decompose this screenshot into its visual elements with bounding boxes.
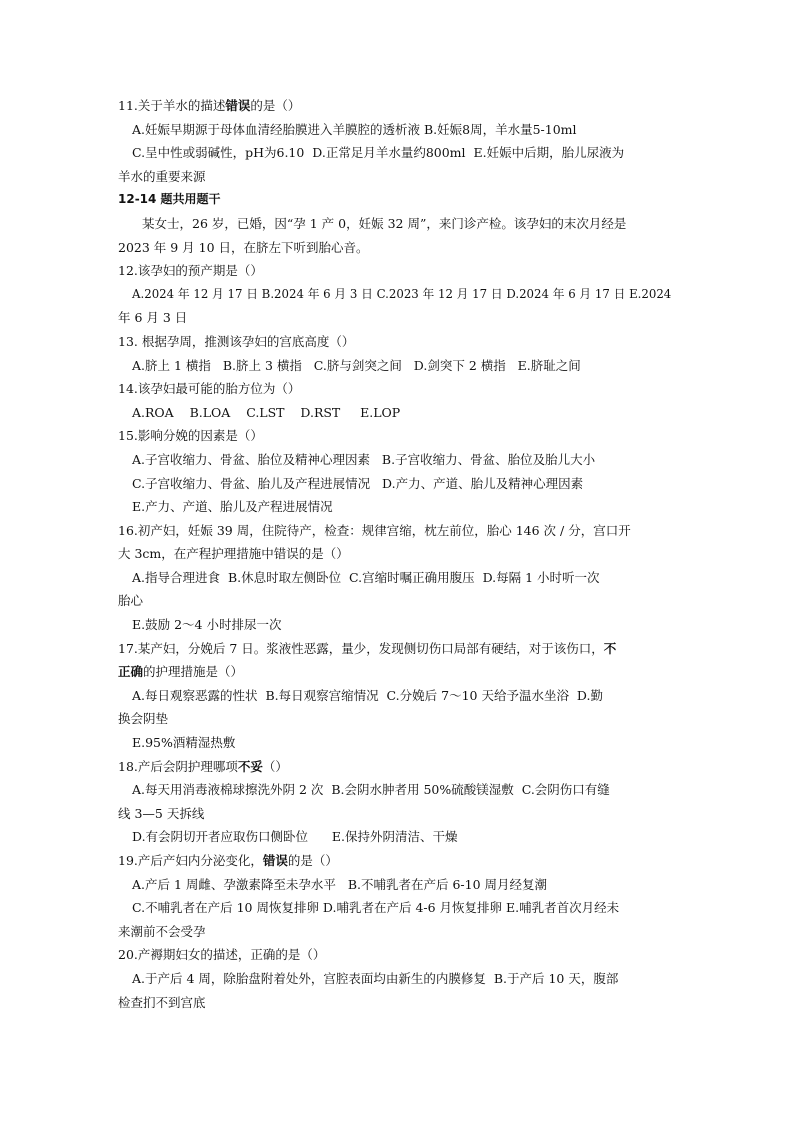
emphasis-text: 不 [603, 640, 617, 656]
emphasis-text: 错误 [262, 853, 288, 868]
exam-page [118, 94, 678, 1014]
question-17-options-3: E.95%酒精湿热敷 [132, 735, 236, 751]
question-17-stem-1 [118, 637, 678, 661]
question-18-options-1: A.每天用消毒液棉球擦洗外阴 2 次 B.会阴水肿者用 50%硫酸镁湿敷 C.会阴伤口有缝 [132, 782, 610, 798]
emphasis-text: 错误 [225, 98, 251, 113]
question-16-options-2: 胎心 [118, 593, 144, 609]
question-15-options-3: E.产力、产道、胎儿及产程进展情况 [132, 499, 333, 515]
question-19-stem [118, 849, 678, 873]
question-19-options-3: 来潮前不会受孕 [118, 923, 206, 939]
question-15-options-1: A.子宫收缩力、骨盆、胎位及精神心理因素 B.子宫收缩力、骨盆、胎位及胎儿大小 [132, 451, 596, 467]
question-20-options-1: A.于产后 4 周，除胎盘附着处外，宫腔表面均由新生的内膜修复 B.于产后 10 天，腹部 [132, 970, 619, 986]
emphasis-text: 正确 [118, 664, 144, 680]
shared-stem-title: 12-14 题共用题干 [118, 192, 221, 207]
question-17-options-1: A.每日观察恶露的性状 B.每日观察宫缩情况 C.分娩后 7～10 天给予温水坐浴 D.勤 [132, 687, 603, 703]
shared-stem-paragraph-2: 2023 年 9 月 10 日，在脐左下听到胎心音。 [118, 239, 369, 255]
emphasis-text: 不妥 [237, 758, 263, 774]
question-15-options-2: C.子宫收缩力、骨盆、胎儿及产程进展情况 D.产力、产道、胎儿及精神心理因素 [132, 475, 584, 491]
question-16-options-1: A.指导合理进食 B.休息时取左侧卧位 C.宫缩时嘱正确用腹压 D.每隔 1 小时听一次 [132, 569, 600, 585]
stem-text: 11.关于羊水的描述 [118, 98, 226, 113]
stem-text: 的护理措施是（） [143, 664, 244, 680]
question-14-stem: 14.该孕妇最可能的胎方位为（） [118, 381, 301, 397]
question-16-options-3: E.鼓励 2～4 小时排尿一次 [132, 617, 282, 633]
question-11-options-2: C.呈中性或弱碱性，pH为6.10 D.正常足月羊水量约800ml E.妊娠中后期，胎儿尿液为 [132, 145, 625, 161]
question-19-options-1: A.产后 1 周雌、孕激素降至未孕水平 B.不哺乳者在产后 6-10 周月经复潮 [132, 876, 548, 892]
question-16-stem-2: 大 3cm，在产程护理措施中错误的是（） [118, 546, 349, 562]
question-19-options-2: C.不哺乳者在产后 10 周恢复排卵 D.哺乳者在产后 4-6 月恢复排卵 E.哺乳者首次月经未 [132, 900, 620, 916]
question-16-stem-1: 16.初产妇，妊娠 39 周，住院待产，检查：规律宫缩，枕左前位，胎心 146 次 / 分，宫口开 [118, 522, 631, 538]
stem-text: 的是（） [250, 98, 301, 113]
stem-text: 18.产后会阴护理哪项 [118, 758, 238, 774]
question-13-stem: 13. 根据孕周，推测该孕妇的宫底高度（） [118, 333, 355, 349]
question-11-options-3: 羊水的重要来源 [118, 168, 206, 184]
question-12-options-1: A.2024 年 12 月 17 日 B.2024 年 6 月 3 日 C.2023 年 12 月 17 日 D.2024 年 6 月 17 日 E.2024 [132, 286, 672, 301]
stem-text: 的是（） [287, 853, 338, 868]
question-17-stem-2 [118, 660, 678, 684]
question-18-options-2: 线 3—5 天拆线 [118, 805, 205, 821]
question-11-stem [118, 94, 678, 118]
shared-stem-paragraph-1: 某女士，26 岁，已婚，因“孕 1 产 0，妊娠 32 周”，来门诊产检。该孕妇的末次月经是 [142, 215, 627, 231]
stem-text: （） [262, 758, 288, 774]
stem-text: 17.某产妇，分娩后 7 日。浆液性恶露，量少，发现侧切伤口局部有硬结，对于该伤口， [118, 640, 604, 656]
question-17-options-2: 换会阴垫 [118, 711, 169, 727]
question-11-options-1: A.妊娠早期源于母体血清经胎膜进入羊膜腔的透析液 B.妊娠8周，羊水量5-10ml [132, 121, 577, 137]
question-12-options-2: 年 6 月 3 日 [118, 310, 188, 326]
question-20-options-2: 检查扪不到宫底 [118, 994, 206, 1010]
question-20-stem: 20.产褥期妇女的描述，正确的是（） [118, 947, 326, 963]
question-18-options-3: D.有会阴切开者应取伤口侧卧位 E.保持外阴清洁、干燥 [132, 829, 458, 845]
question-13-options: A.脐上 1 横指 B.脐上 3 横指 C.脐与剑突之间 D.剑突下 2 横指 E.脐耻之间 [132, 357, 581, 373]
question-15-stem: 15.影响分娩的因素是（） [118, 428, 263, 444]
stem-text: 19.产后产妇内分泌变化， [118, 853, 263, 868]
question-14-options: A.ROA B.LOA C.LST D.RST E.LOP [132, 404, 401, 420]
question-12-stem: 12.该孕妇的预产期是（） [118, 263, 263, 279]
question-18-stem [118, 755, 678, 779]
